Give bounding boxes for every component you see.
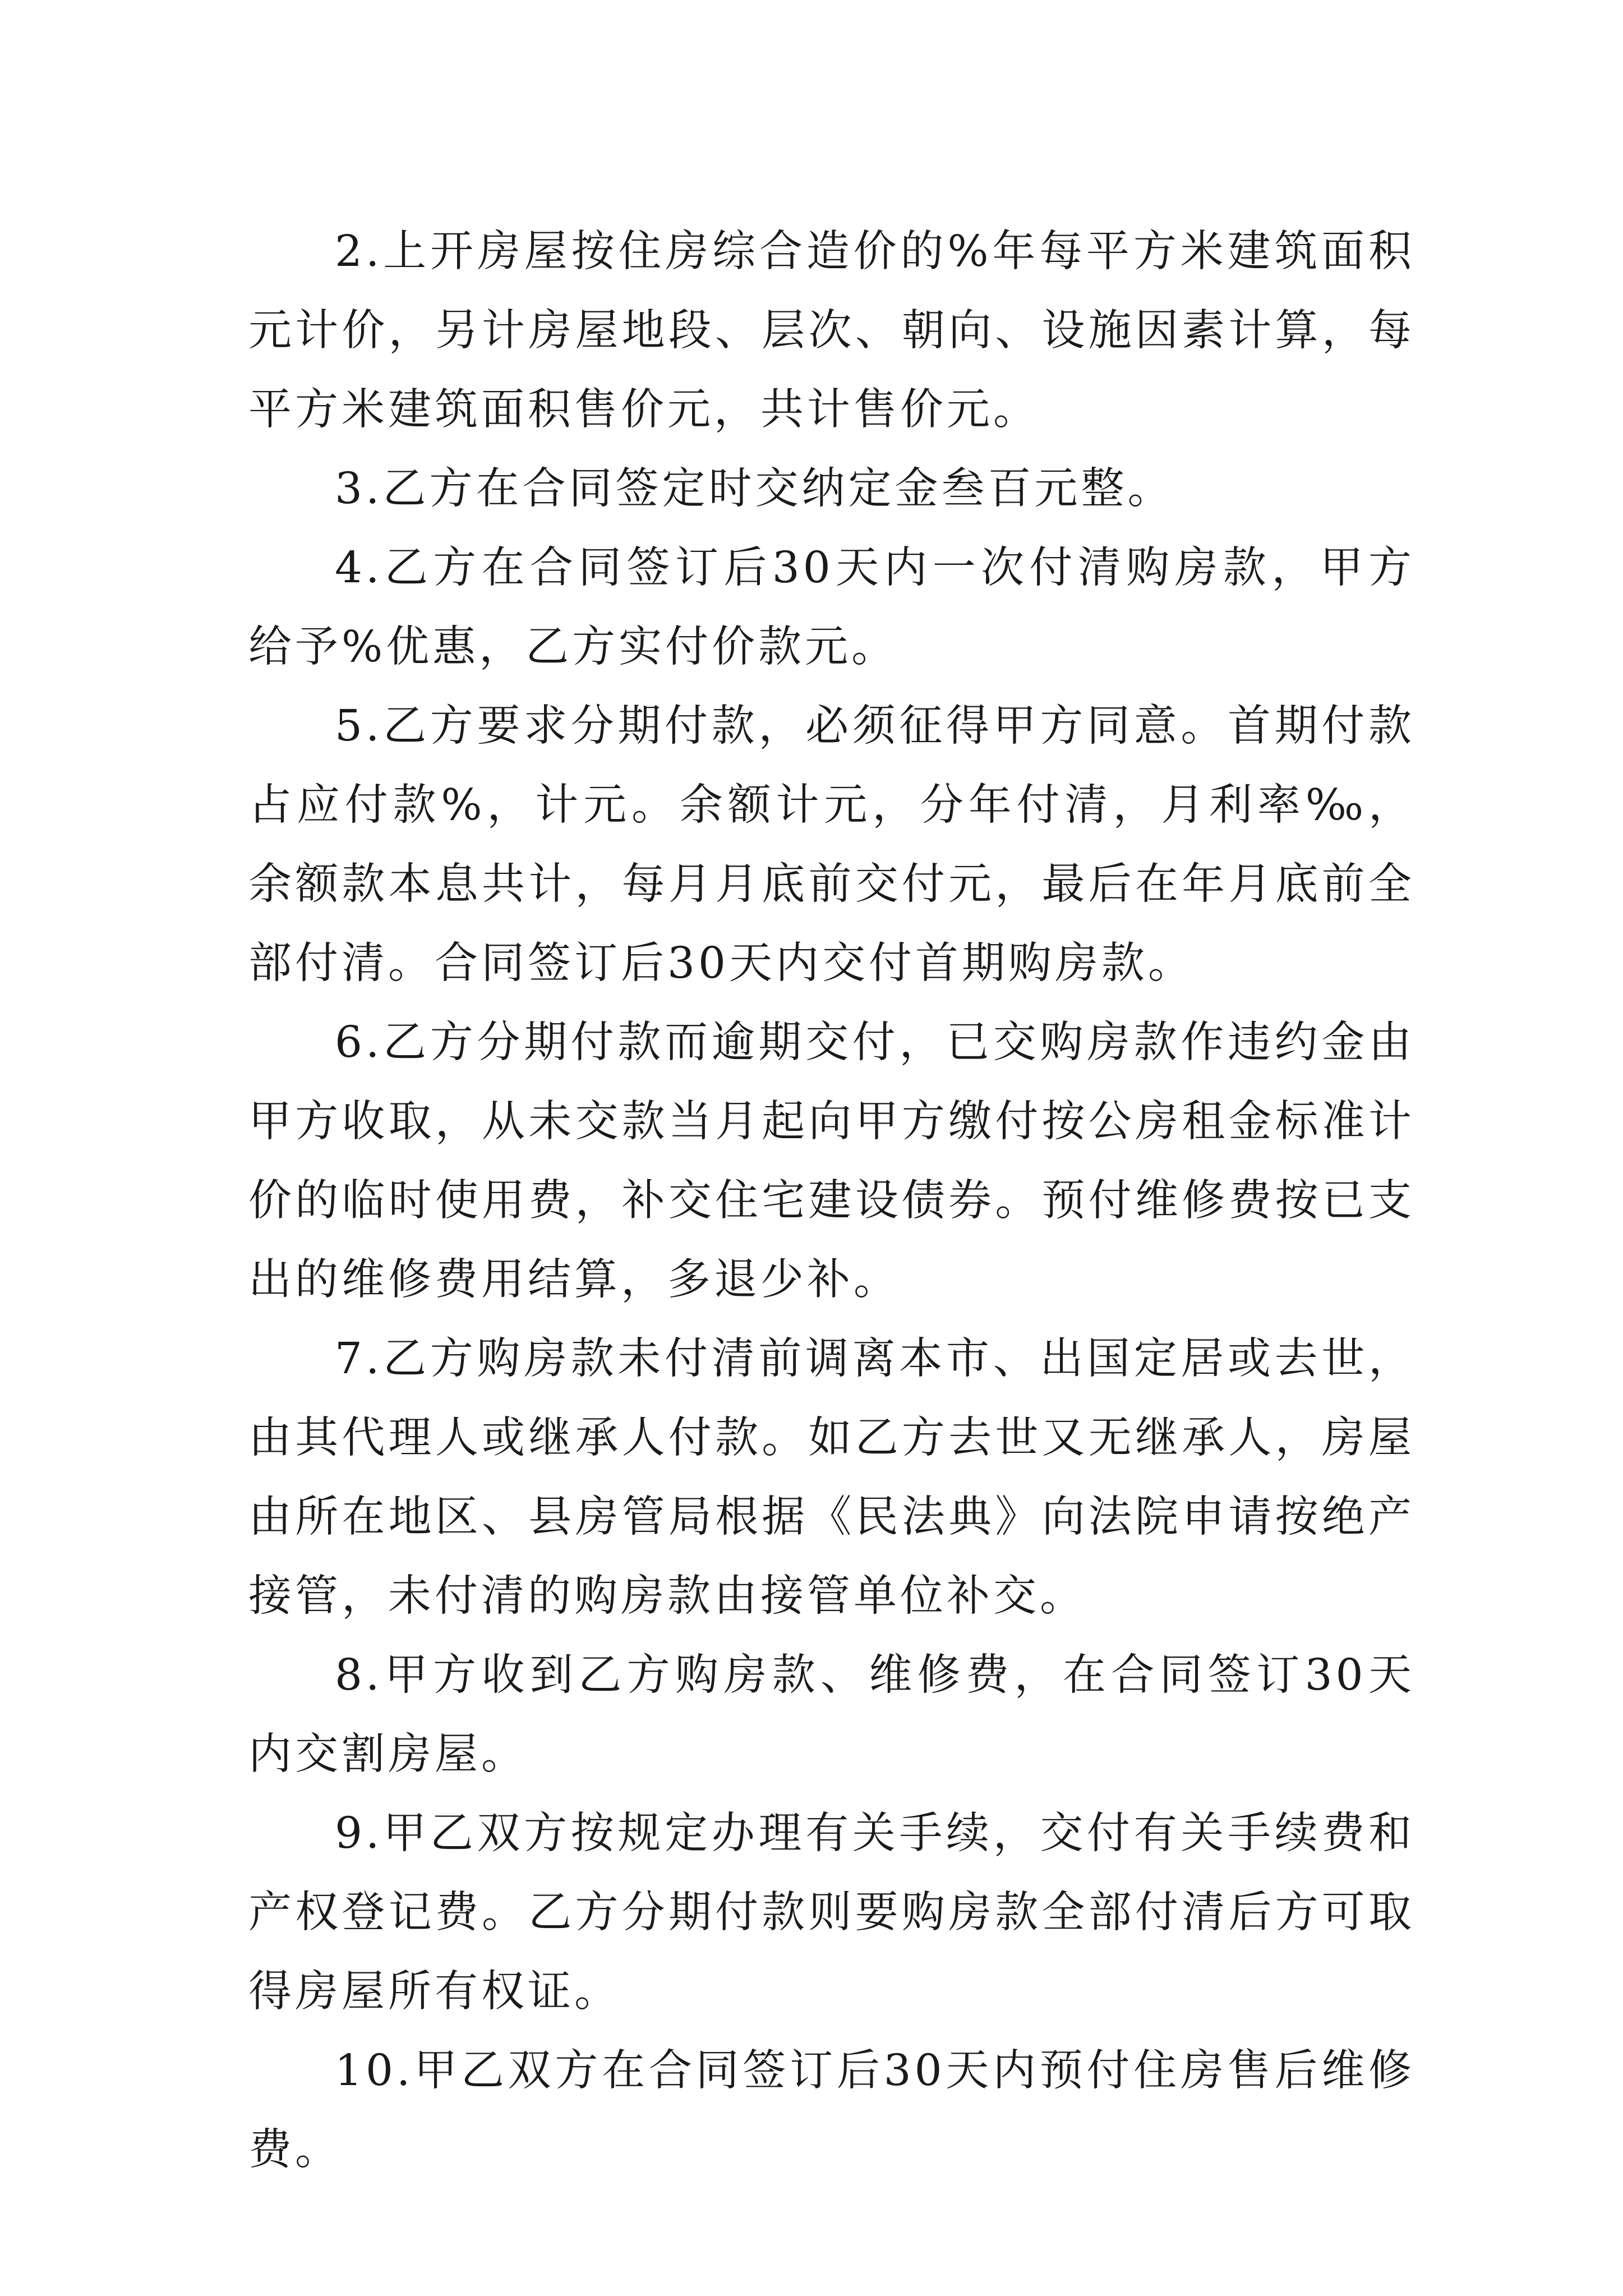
clause-5: 5.乙方要求分期付款，必须征得甲方同意。首期付款占应付款%，计元。余额计元，分年付清，月利率‰，余额款本息共计，每月月底前交付元，最后在年月底前全部付清。合同签订后30天内交付首期购房款。 xyxy=(248,701,1415,988)
clause-6: 6.乙方分期付款而逾期交付，已交购房款作违约金由甲方收取，从未交款当月起向甲方缴付按公房租金标准计价的临时使用费，补交住宅建设债券。预付维修费按已支出的维修费用结算，多退少补。 xyxy=(248,1018,1415,1305)
clause-3: 3.乙方在合同签定时交纳定金叁百元整。 xyxy=(335,464,1174,514)
document-body xyxy=(248,212,1415,2189)
clause-10: 10.甲乙双方在合同签订后30天内预付住房售后维修费。 xyxy=(248,2046,1415,2175)
clause-7: 7.乙方购房款未付清前调离本市、出国定居或去世，由其代理人或继承人付款。如乙方去世又无继承人，房屋由所在地区、县房管局根据《民法典》向法院申请按绝产接管，未付清的购房款由接管单位补交。 xyxy=(248,1334,1415,1621)
clause-4: 4.乙方在合同签订后30天内一次付清购房款，甲方给予%优惠，乙方实付价款元。 xyxy=(248,543,1415,672)
clause-9: 9.甲乙双方按规定办理有关手续，交付有关手续费和产权登记费。乙方分期付款则要购房款全部付清后方可取得房屋所有权证。 xyxy=(248,1809,1415,2017)
clause-2: 2.上开房屋按住房综合造价的%年每平方米建筑面积元计价，另计房屋地段、层次、朝向、设施因素计算，每平方米建筑面积售价元，共计售价元。 xyxy=(248,227,1415,435)
clause-8: 8.甲方收到乙方购房款、维修费，在合同签订30天内交割房屋。 xyxy=(248,1650,1415,1779)
